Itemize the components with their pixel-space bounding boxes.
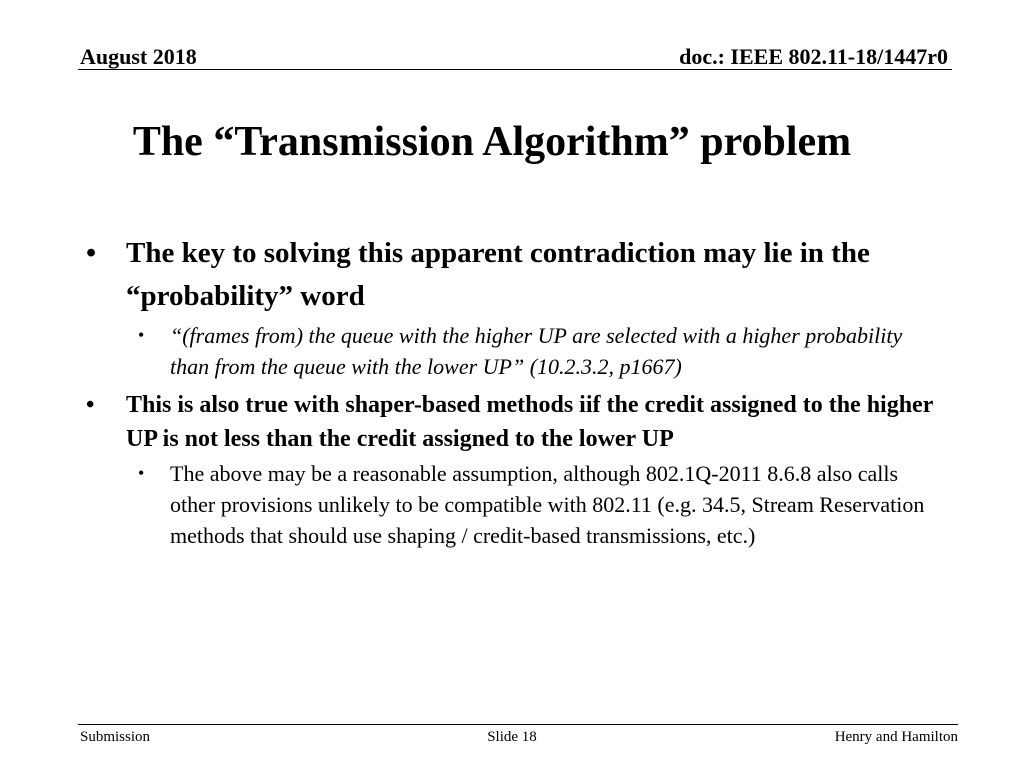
bullet-icon: • — [86, 392, 95, 418]
footer-divider — [78, 724, 958, 725]
bullet-icon: • — [86, 237, 97, 269]
slide-body — [86, 232, 946, 557]
sub-bullet-icon: • — [138, 463, 145, 483]
bullet-1-sub-text: “(frames from) the queue with the higher UP are selected with a higher probability than from the queue with the lower UP” (10.2.3.2, p1667) — [170, 323, 903, 379]
bullet-1 — [86, 232, 946, 318]
header-divider — [78, 69, 952, 70]
bullet-2-sub-text: The above may be a reasonable assumption, although 802.1Q-2011 8.6.8 also calls other provisions unlikely to be compatible with 802.11 (e.g. 34.5, Stream Reservation methods that should use shaping / credit-based transmissions, etc.) — [170, 461, 925, 548]
footer-authors: Henry and Hamilton — [834, 729, 958, 745]
footer-submission: Submission — [80, 729, 151, 745]
sub-bullet-icon: • — [138, 325, 145, 345]
header-date: August 2018 — [80, 44, 197, 69]
bullet-2-sub — [138, 458, 946, 551]
bullet-2 — [86, 388, 946, 456]
header-doc-id: doc.: IEEE 802.11-18/1447r0 — [679, 44, 948, 69]
bullet-1-text: The key to solving this apparent contradiction may lie in the “probability” word — [126, 237, 870, 312]
footer-slide-number: Slide 18 — [487, 729, 537, 745]
slide-title: The “Transmission Algorithm” problem — [132, 119, 852, 165]
bullet-1-sub — [138, 320, 946, 382]
bullet-2-text: This is also true with shaper-based methods iif the credit assigned to the higher UP is not less than the credit assigned to the lower UP — [126, 392, 933, 452]
